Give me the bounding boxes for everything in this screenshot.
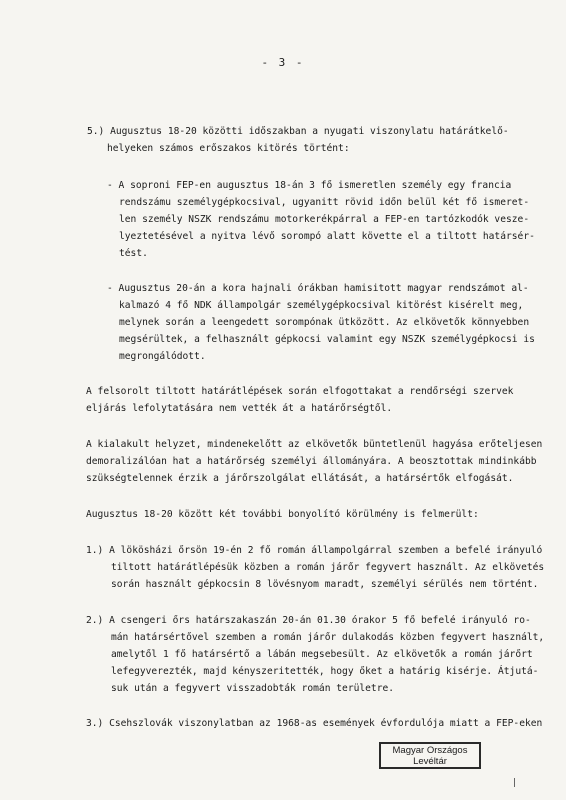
text-line: során használt gépkocsin 8 lövésnyom maradt, személyi sérülés nem történt. xyxy=(111,579,539,590)
text-line: Augusztus 18-20 között két további bonyolító körülmény is felmerült: xyxy=(86,509,479,520)
text-line: lefegyverezték, majd kényszeritették, hogy őket a határig kisérje. Átjutá- xyxy=(111,666,539,677)
text-line: rendszámu személygépkocsival, ugyanitt rövid időn belül két fő ismeret- xyxy=(119,197,530,208)
text-line: helyeken számos erőszakos kitörés történt: xyxy=(107,143,350,154)
text-line: 2.) A csengeri őrs határszakaszán 20-án 01.30 órakor 5 fő befelé irányuló ro- xyxy=(86,615,531,626)
stamp-line: Levéltár xyxy=(413,756,447,767)
page-number: - 3 - xyxy=(261,56,305,69)
text-line: suk után a fegyvert visszadobták román területre. xyxy=(111,683,395,694)
text-line: A felsorolt tiltott határátlépések során elfogottakat a rendőrségi szervek xyxy=(86,386,514,397)
text-line: tést. xyxy=(119,248,148,259)
text-line: megrongálódott. xyxy=(119,351,206,362)
text-line: amelytől 1 fő határsértő a lábán megsebesült. Az elkövetők a román járőrt xyxy=(111,649,533,660)
text-line: - Augusztus 20-án a kora hajnali órákban hamisitott magyar rendszámot al- xyxy=(107,283,529,294)
text-line: lyeztetésével a nyitva lévő sorompó alatt követte el a tiltott határsér- xyxy=(119,231,535,242)
text-line: megsérültek, a felhasznált gépkocsi valamint egy NSZK személygépkocsi is xyxy=(119,334,535,345)
archive-stamp xyxy=(379,742,481,769)
text-line: eljárás lefolytatására nem vették át a határőrségtől. xyxy=(86,403,393,414)
text-line: len személy NSZK rendszámu motorkerékpárral a FEP-en tartózkodók vesze- xyxy=(119,214,530,225)
text-line: A kialakult helyzet, mindenekelőtt az elkövetők büntetlenül hagyása erőteljesen xyxy=(86,439,543,450)
text-line: demoralizálóan hat a határőrség személyi állományára. A beosztottak mindinkább xyxy=(86,456,537,467)
text-line: 1.) A lökösházi őrsön 19-én 2 fő román állampolgárral szemben a befelé irányuló xyxy=(86,545,543,556)
text-line: szükségtelennek érzik a járőrszolgálat ellátását, a határsértők elfogását. xyxy=(86,473,514,484)
stamp-line: Magyar Országos xyxy=(392,745,468,756)
margin-mark xyxy=(514,778,515,787)
text-line: - A soproni FEP-en augusztus 18-án 3 fő ismeretlen személy egy francia xyxy=(107,180,512,191)
text-line: kalmazó 4 fő NDK állampolgár személygépkocsival kitörést kisérelt meg, xyxy=(119,300,524,311)
text-line: mán határsértővel szemben a román járőr dulakodás közben fegyvert használt, xyxy=(111,632,545,643)
text-line: melynek során a leengedett sorompónak ütközött. Az elkövetők könnyebben xyxy=(119,317,530,328)
text-line: 3.) Csehszlovák viszonylatban az 1968-as események évfordulója miatt a FEP-eken xyxy=(86,718,543,729)
text-line: tiltott határátlépésük közben a román járőr fegyvert használt. Az elkövetés xyxy=(111,562,545,573)
text-line: 5.) Augusztus 18-20 közötti időszakban a nyugati viszonylatu határátkelő- xyxy=(87,126,509,137)
